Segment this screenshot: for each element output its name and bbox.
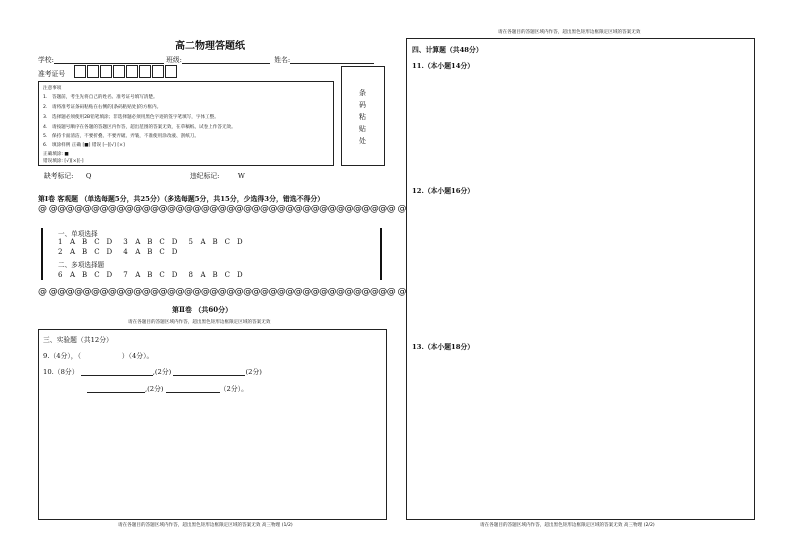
part1-heading: 第Ⅰ卷 客观题 （单选每题5分，共25分）（多选每题5分，共15分，少选得3分，错选不得分） — [38, 195, 325, 203]
school-input[interactable] — [54, 56, 164, 64]
class-label: 班级: — [166, 56, 182, 64]
mc-question-number: 3 — [123, 238, 128, 246]
sample-wrong-mark: [√][×][-] — [64, 159, 84, 164]
mc-multi-row — [58, 270, 243, 280]
q10-blank-4[interactable] — [166, 385, 220, 393]
q10-blank-3[interactable] — [87, 385, 145, 393]
exam-id-boxes[interactable] — [74, 65, 177, 78]
exam-id-digit[interactable] — [165, 65, 177, 78]
note-5: 5. 保持卡面清洁，不要折叠、不要弄破、弄皱，不准使用涂改液、刮纸刀。 — [43, 134, 199, 139]
calculation-answer-box[interactable] — [406, 38, 755, 520]
exam-id-digit[interactable] — [126, 65, 138, 78]
exam-id-digit[interactable] — [139, 65, 151, 78]
region-note: 请在各题目的答题区域内作答，超出黑色矩形边框限定区域的答案无效 — [128, 320, 271, 325]
experiment-answer-box[interactable] — [38, 329, 387, 520]
experiment-title: 三、实验题（共12分） — [43, 336, 113, 344]
sample-right-label: 正确填涂: — [43, 152, 63, 157]
violation-label: 违纪标记: — [190, 172, 220, 180]
mc-question-number: 6 — [58, 271, 63, 279]
exam-id-digit[interactable] — [87, 65, 99, 78]
right-footer: 请在各题目的答题区域内作答，超出黑色矩形边框限定区域的答案无效 高三物理 (2/2) — [480, 523, 655, 528]
absent-mark[interactable]: Q — [85, 172, 92, 180]
school-label: 学校: — [38, 56, 54, 64]
mc-multi-title: 二、多项选择题 — [58, 261, 105, 269]
exam-id-digit[interactable] — [100, 65, 112, 78]
q10-score-1: ,(2分) — [152, 368, 172, 376]
timing-mark-row-top: @ @@@@@@@@@@@@@@@@@@@@@@@@@@@@@@@@@@@@@@@@@ @ — [38, 204, 406, 214]
q10-blank-1[interactable] — [81, 368, 153, 376]
page-title: 高二物理答题纸 — [175, 41, 245, 52]
absent-mark-row — [44, 170, 91, 180]
name-label: 姓名: — [274, 56, 291, 64]
mc-options[interactable]: A B C D — [135, 271, 178, 279]
note-2: 2. 请将准考证条码粘贴在右侧的[条码粘贴处]的方框内。 — [43, 105, 162, 110]
mc-question-number: 5 — [188, 238, 193, 246]
calc-title: 四、计算题（共48分） — [412, 46, 483, 54]
note-1: 1. 答题前，考生先将自己的姓名、准考证号填写清楚。 — [43, 95, 158, 100]
student-info-line — [38, 54, 374, 64]
notes-box — [38, 81, 334, 166]
violation-mark-row — [190, 170, 245, 180]
right-top-note: 请在各题目的答题区域内作答，超出黑色矩形边框限定区域的答案无效 — [498, 30, 641, 35]
part2-heading: 第Ⅱ卷 （共60分） — [172, 305, 233, 314]
mc-left-bar — [41, 228, 43, 280]
question-13: 13.（本小题18分） — [412, 343, 475, 351]
mc-single-row-2 — [58, 247, 177, 257]
q10-score-2: (2分) — [245, 368, 262, 376]
notes-title: 注意事项 — [43, 86, 62, 91]
question-10-line-1 — [43, 366, 262, 376]
q10-score-3: ,(2分) — [145, 385, 164, 393]
q10-score-4: （2分）。 — [219, 385, 248, 393]
mc-question-number: 2 — [58, 248, 63, 256]
exam-id-digit[interactable] — [74, 65, 86, 78]
mc-options[interactable]: A B C D — [200, 238, 243, 246]
exam-id-digit[interactable] — [152, 65, 164, 78]
sample-wrong-label: 错误填涂: — [43, 159, 63, 164]
mc-single-row-1 — [58, 237, 243, 247]
sample-wrong — [43, 159, 84, 164]
timing-mark-row-bottom: @ @@@@@@@@@@@@@@@@@@@@@@@@@@@@@@@@@@@@@@@@@ @ — [38, 287, 406, 297]
question-11: 11.（本小题14分） — [412, 62, 475, 70]
q10-label: 10.（8分） — [43, 368, 79, 376]
exam-id-label: 准考证号 — [38, 70, 66, 78]
mc-question-number: 8 — [188, 271, 193, 279]
mc-options[interactable]: A B C D — [135, 248, 178, 256]
barcode-box[interactable] — [341, 66, 385, 166]
mc-options[interactable]: A B C D — [200, 271, 243, 279]
note-3: 3. 选择题必须使用2B铅笔填涂；非选择题必须用黑色字迹的签字笔填写，字体工整。 — [43, 115, 219, 120]
violation-mark[interactable]: W — [237, 172, 245, 180]
note-6: 6. 填涂样例 正确 [■] 错误 [--][√] [×] — [43, 143, 125, 148]
mc-options[interactable]: A B C D — [70, 271, 113, 279]
class-input[interactable] — [182, 56, 270, 64]
question-12: 12.（本小题16分） — [412, 187, 475, 195]
exam-id-digit[interactable] — [113, 65, 125, 78]
mc-options[interactable]: A B C D — [135, 238, 178, 246]
sample-right-mark: ■ — [64, 152, 69, 157]
mc-single-title: 一、单项选择 — [58, 230, 98, 238]
mc-question-number: 4 — [123, 248, 128, 256]
q10-blank-2[interactable] — [173, 368, 245, 376]
barcode-label: 条码粘贴处 — [359, 89, 366, 145]
absent-label: 缺考标记: — [44, 172, 74, 180]
mc-question-number: 1 — [58, 238, 63, 246]
mc-question-number: 7 — [123, 271, 128, 279]
name-input[interactable] — [290, 56, 374, 64]
question-9: 9.（4分），（ ）（4分）。 — [43, 352, 154, 360]
question-10-line-2 — [87, 383, 248, 393]
mc-options[interactable]: A B C D — [70, 248, 113, 256]
mc-right-bar — [380, 228, 382, 280]
sample-right — [43, 152, 69, 157]
mc-options[interactable]: A B C D — [70, 238, 113, 246]
left-footer: 请在各题目的答题区域内作答，超出黑色矩形边框限定区域的答案无效 高三物理 (1/2) — [118, 523, 293, 528]
note-4: 4. 请按题号顺序在各题的答题区内作答，超出范围的答案无效，在草稿纸、试卷上作答无效。 — [43, 125, 236, 130]
